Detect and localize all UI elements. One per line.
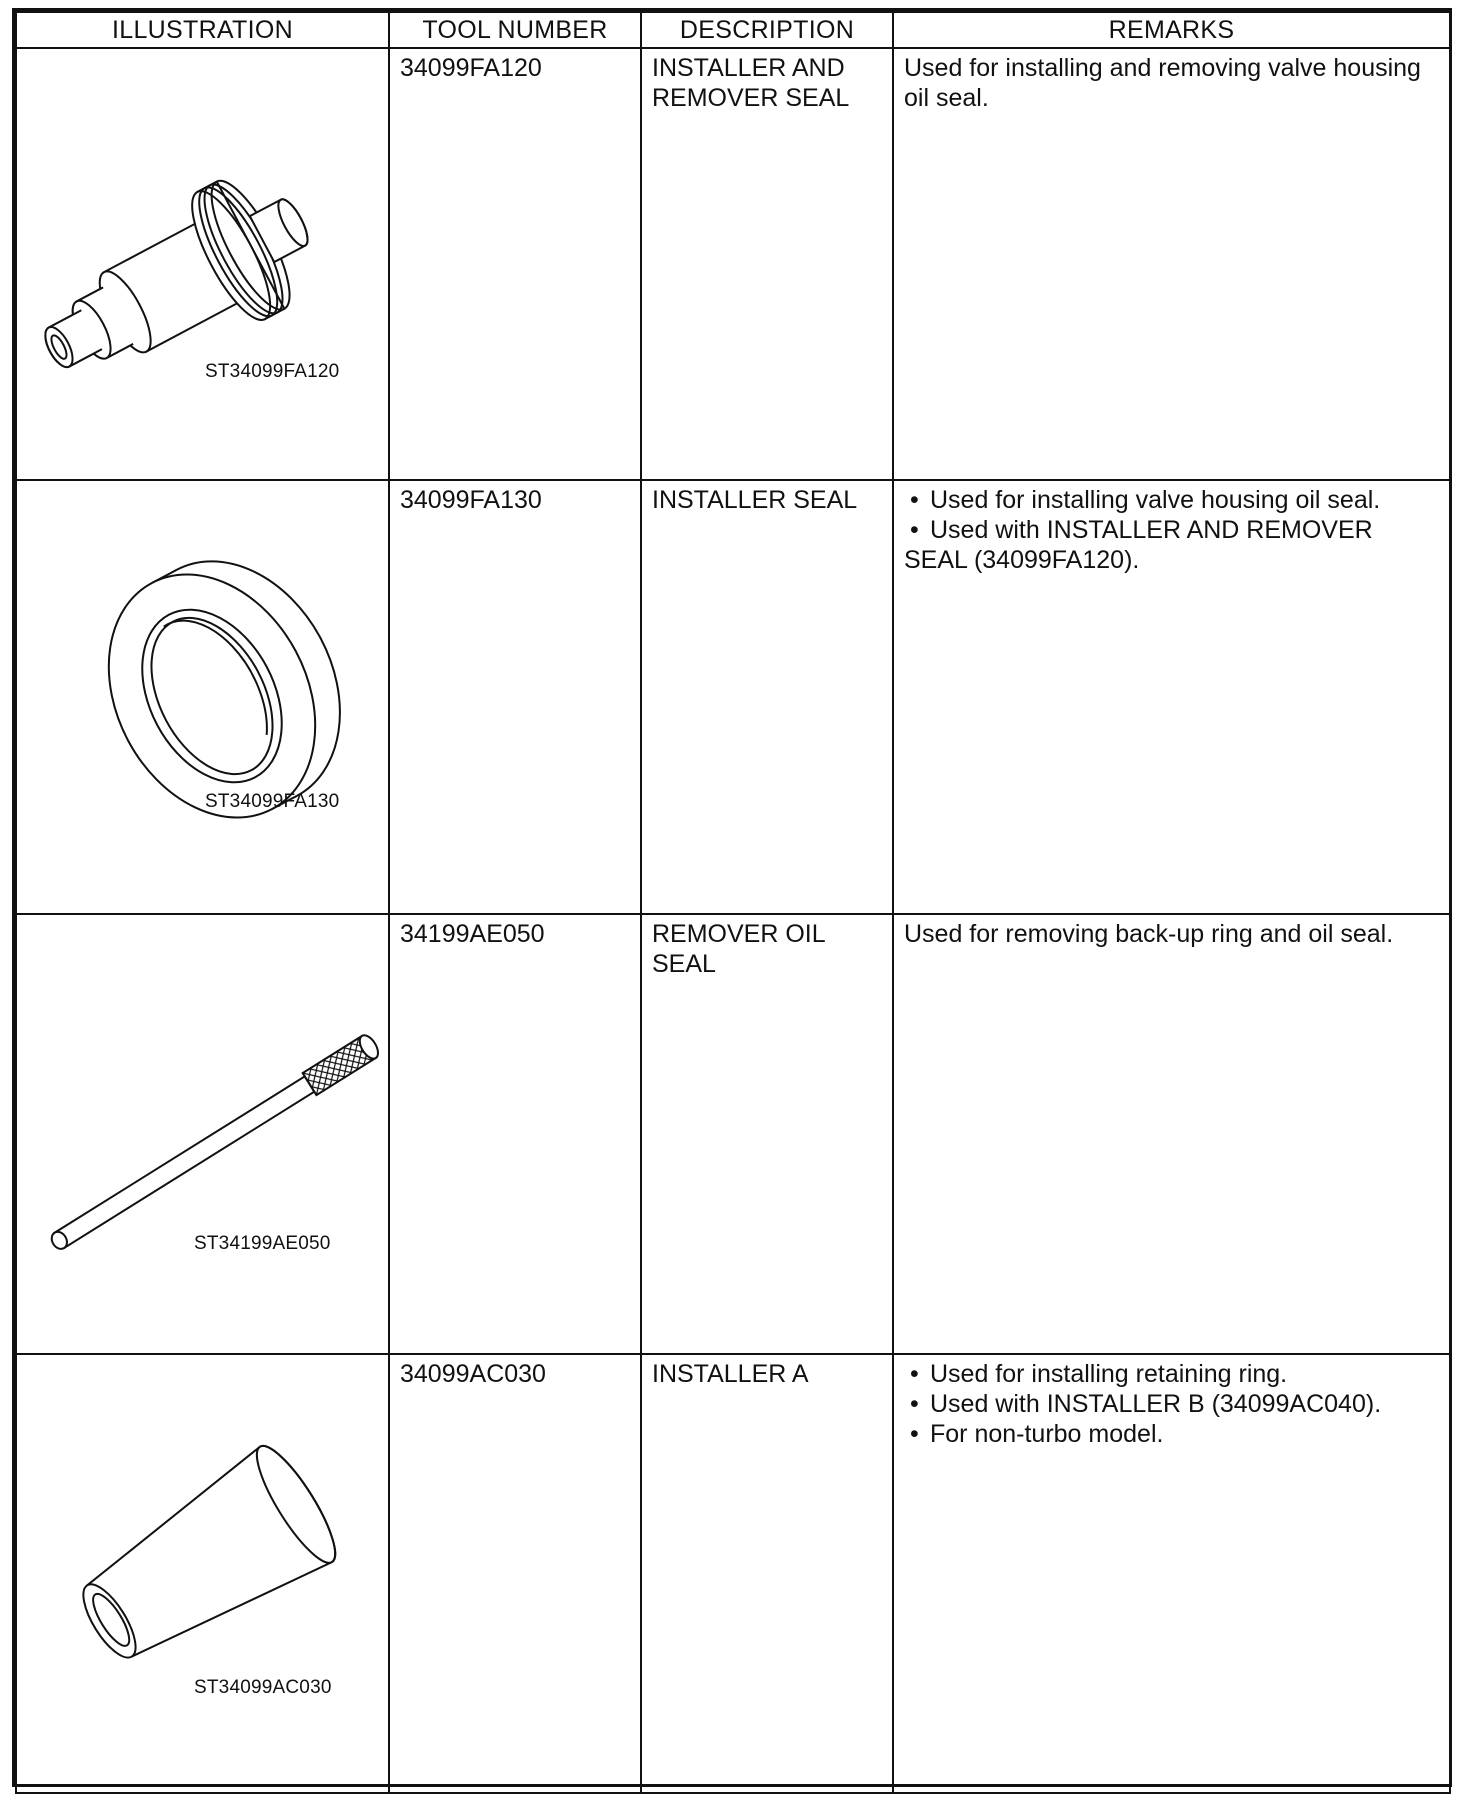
ring-seal-tool-icon — [17, 481, 390, 913]
header-row — [16, 12, 1450, 48]
tool-number-cell: 34199AE050 — [389, 914, 641, 1354]
remarks-list — [904, 485, 1439, 575]
description-line: REMOVER OIL — [652, 920, 826, 948]
header-description: DESCRIPTION — [641, 12, 893, 48]
list-item: • Used with INSTALLER B (34099AC040). — [904, 1389, 1439, 1419]
tool-number-cell: 34099AC030 — [389, 1354, 641, 1793]
table-row — [16, 480, 1450, 914]
stepped-shaft-tool-icon — [17, 49, 390, 479]
special-tools-table — [12, 8, 1452, 1787]
header-illustration: ILLUSTRATION — [16, 12, 389, 48]
list-item: • For non-turbo model. — [904, 1419, 1439, 1449]
remarks-cell — [893, 480, 1450, 914]
knurled-rod-tool-icon — [17, 915, 390, 1353]
list-item: • Used for installing valve housing oil seal. — [904, 485, 1439, 515]
header-tool-number: TOOL NUMBER — [389, 12, 641, 48]
tool-number-cell: 34099FA120 — [389, 48, 641, 480]
illustration-cell — [16, 1354, 389, 1793]
table-row — [16, 1354, 1450, 1793]
description-cell — [641, 914, 893, 1354]
tapered-installer-tool-icon — [17, 1355, 390, 1792]
illustration-cell — [16, 480, 389, 914]
description-cell: INSTALLER SEAL — [641, 480, 893, 914]
tool-number-cell: 34099FA130 — [389, 480, 641, 914]
description-cell: INSTALLER AND REMOVER SEAL — [641, 48, 893, 480]
list-item: • Used with INSTALLER AND REMOVER — [904, 515, 1439, 545]
illustration-cell — [16, 48, 389, 480]
remarks-cell: Used for removing back-up ring and oil seal. — [893, 914, 1450, 1354]
remarks-cell: Used for installing and removing valve housing oil seal. — [893, 48, 1450, 480]
illustration-cell — [16, 914, 389, 1354]
header-remarks: REMARKS — [893, 12, 1450, 48]
illustration-code: ST34099FA130 — [205, 791, 340, 812]
list-item: • Used for installing retaining ring. — [904, 1359, 1439, 1389]
description-line: SEAL — [652, 950, 716, 978]
illustration-code: ST34099FA120 — [205, 361, 340, 382]
illustration-code: ST34199AE050 — [194, 1233, 331, 1254]
list-item-continuation: SEAL (34099FA120). — [904, 546, 1140, 574]
description-cell: INSTALLER A — [641, 1354, 893, 1793]
table-row — [16, 914, 1450, 1354]
remarks-cell — [893, 1354, 1450, 1793]
remarks-list — [904, 1359, 1439, 1449]
table-row — [16, 48, 1450, 480]
illustration-code: ST34099AC030 — [194, 1677, 332, 1698]
